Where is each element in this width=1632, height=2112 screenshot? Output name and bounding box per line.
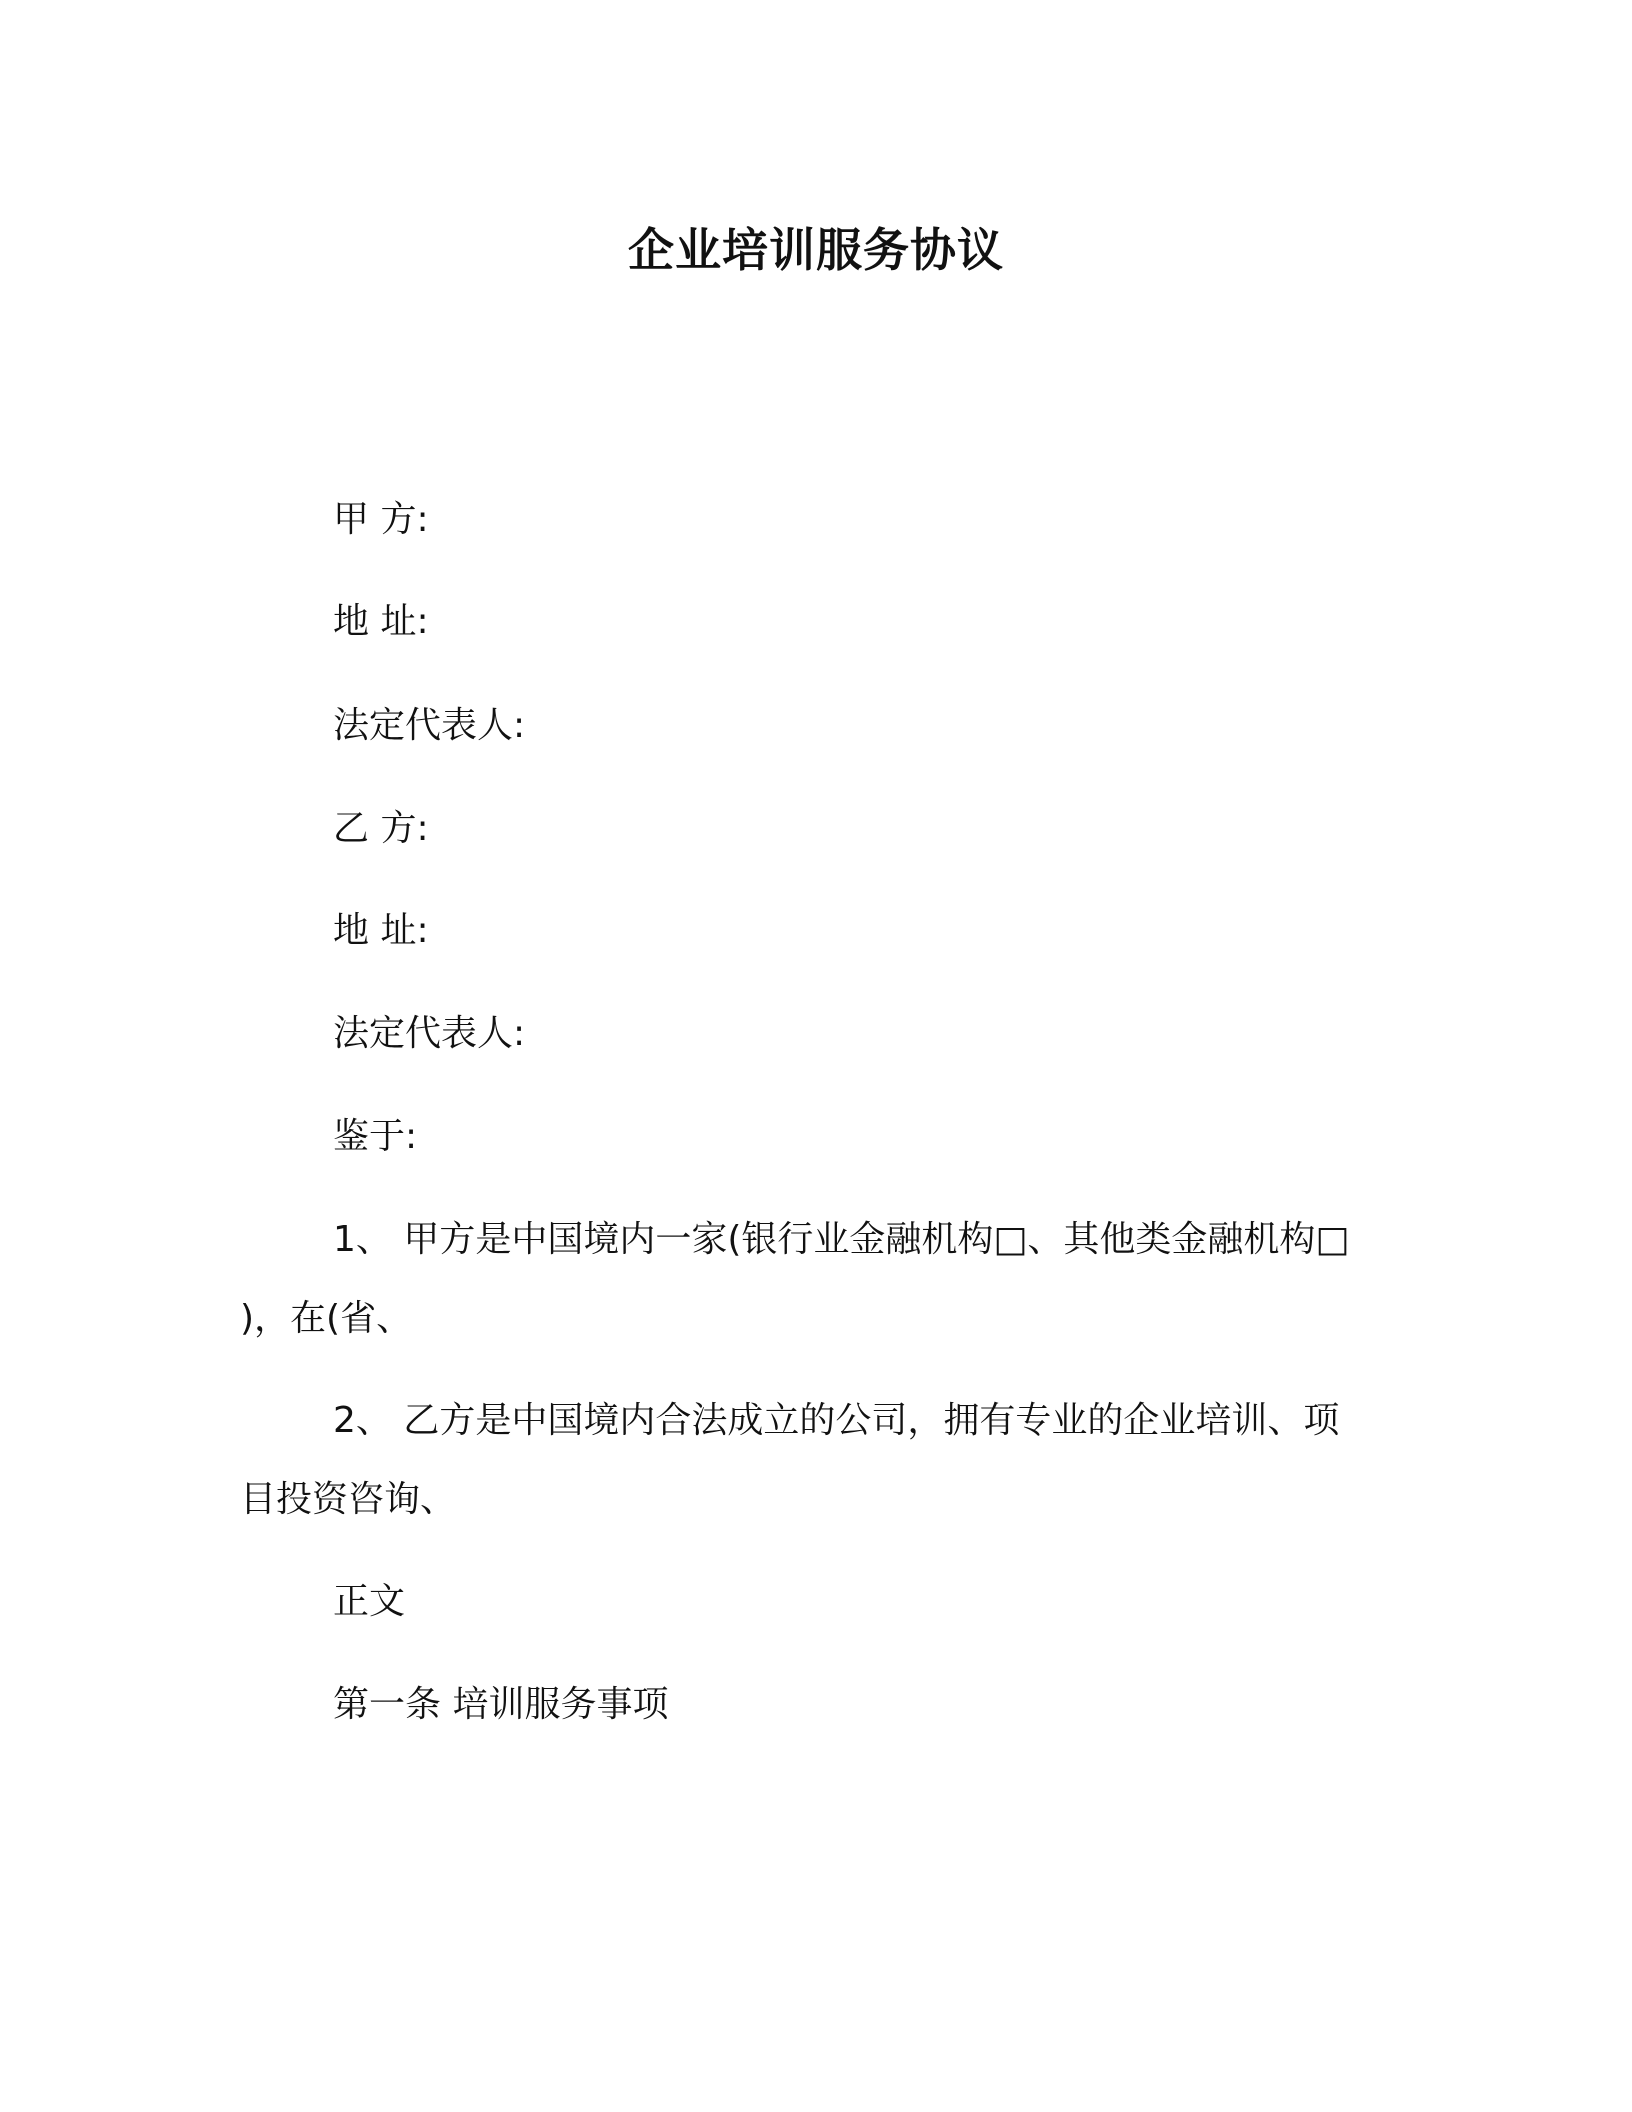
party-a-address-label: 地 址: (333, 601, 429, 642)
clause-1-line-2: )，在(省、 (240, 1298, 413, 1339)
document-title: 企业培训服务协议 (628, 223, 1004, 277)
party-b-representative-label: 法定代表人: (333, 1013, 526, 1054)
clause-1 (240, 1216, 1390, 1343)
party-b-label: 乙 方: (333, 808, 429, 849)
body-heading: 正文 (333, 1581, 406, 1622)
party-a-representative-label: 法定代表人: (333, 705, 526, 746)
clause-2-line-1: 2、 乙方是中国境内合法成立的公司，拥有专业的企业培训、项 (333, 1400, 1340, 1441)
clause-2-line-2: 目投资咨询、 (240, 1479, 457, 1520)
whereas-label: 鉴于: (333, 1116, 418, 1157)
clause-1-line-1: 1、 甲方是中国境内一家(银行业金融机构□、其他类金融机构□ (333, 1219, 1350, 1260)
clause-2 (240, 1397, 1390, 1524)
article-1-heading: 第一条 培训服务事项 (333, 1684, 669, 1725)
party-a-label: 甲 方: (333, 499, 429, 540)
party-b-address-label: 地 址: (333, 910, 429, 951)
